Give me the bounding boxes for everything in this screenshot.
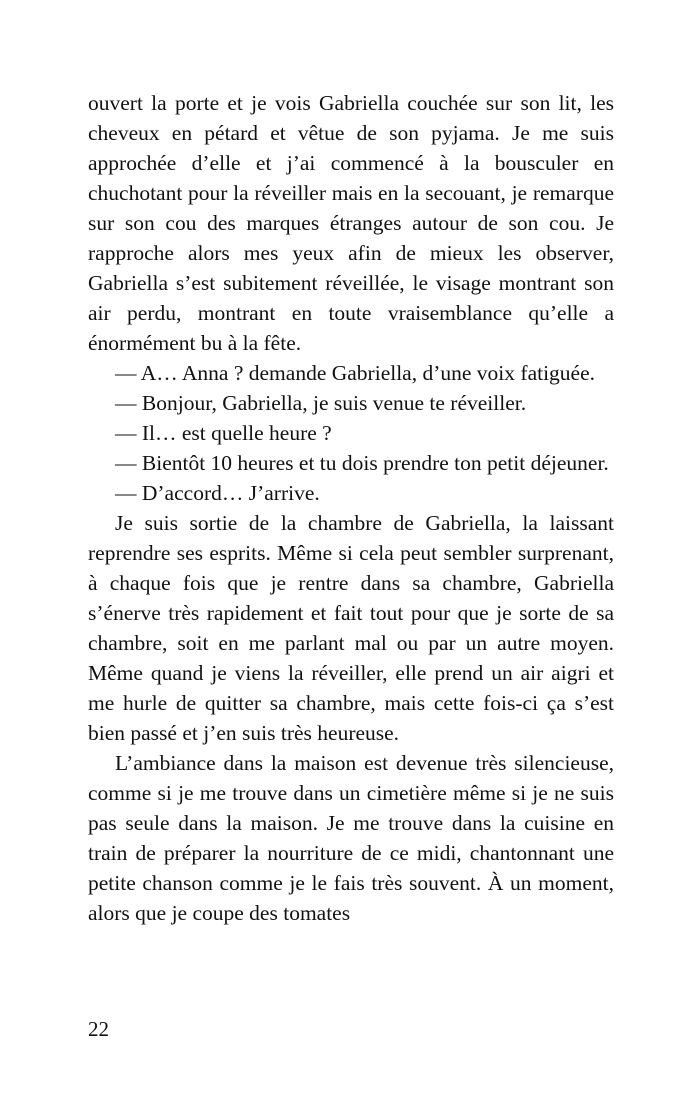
paragraph-ambiance: L’ambiance dans la maison est devenue très silencieuse, comme si je me trouve dans un cimetière même si je ne suis pas seule dans la maison. Je me trouve dans la cuisine en train de préparer la nourriture de ce midi, chantonnant une petite chanson comme je le fais très souvent. À un moment, alors que je coupe des tomates bbox=[88, 751, 614, 925]
dialogue-line-bonjour: — Bonjour, Gabriella, je suis venue te réveiller. bbox=[115, 391, 527, 415]
body-text bbox=[88, 88, 614, 928]
paragraph-continuation: ouvert la porte et je vois Gabriella couchée sur son lit, les cheveux en pétard et vêtue de son pyjama. Je me suis approchée d’elle et j’ai commencé à la bousculer en chuchotant pour la réveiller mais en la secouant, je remarque sur son cou des marques étranges autour de son cou. Je rapproche alors mes yeux afin de mieux les observer, Gabriella s’est subitement réveillée, le visage montrant son air perdu, montrant en toute vraisemblance qu’elle a énormément bu à la fête. bbox=[88, 91, 614, 355]
dialogue-line-anna-question: — A… Anna ? demande Gabriella, d’une voix fatiguée. bbox=[115, 361, 596, 385]
dialogue-line-daccord: — D’accord… J’arrive. bbox=[115, 481, 320, 505]
page-number: 22 bbox=[88, 1017, 109, 1041]
dialogue-line-bientot: — Bientôt 10 heures et tu dois prendre ton petit déjeuner. bbox=[115, 451, 609, 475]
dialogue-line-heure: — Il… est quelle heure ? bbox=[115, 421, 332, 445]
paragraph-sortie-chambre: Je suis sortie de la chambre de Gabriella, la laissant reprendre ses esprits. Même si cela peut sembler surprenant, à chaque fois que je rentre dans sa chambre, Gabriella s’énerve très rapidement et fait tout pour que je sorte de sa chambre, soit en me parlant mal ou par un autre moyen. Même quand je viens la réveiller, elle prend un air aigri et me hurle de quitter sa chambre, mais cette fois-ci ça s’est bien passé et j’en suis très heureuse. bbox=[88, 511, 614, 745]
